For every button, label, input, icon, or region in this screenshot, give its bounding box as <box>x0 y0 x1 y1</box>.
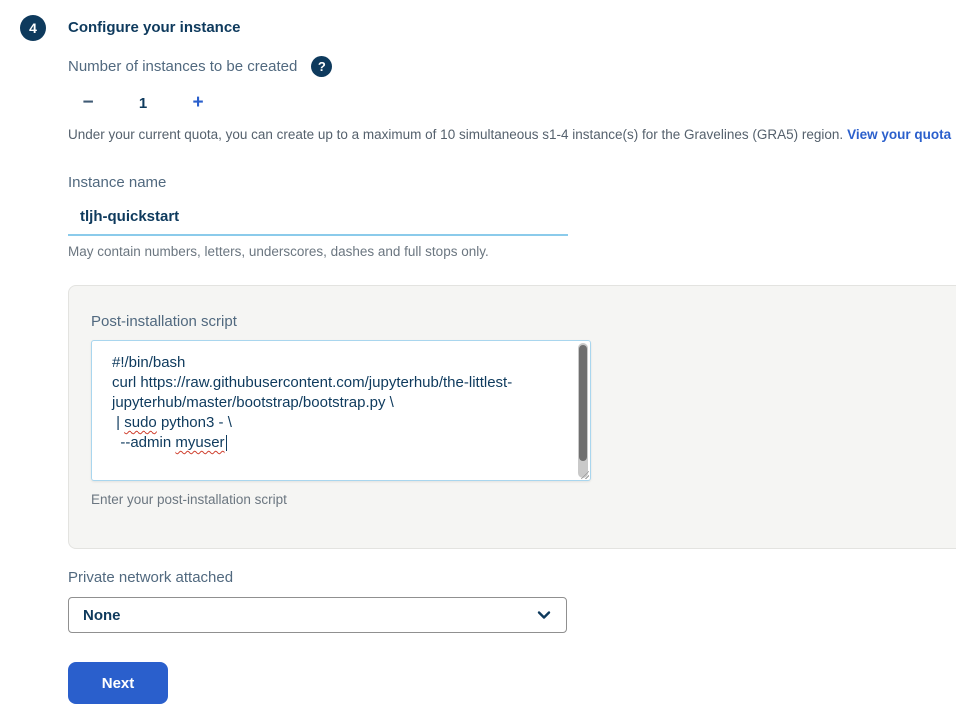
quota-text: Under your current quota, you can create up to a maximum of 10 simultaneous s1-4 instance(s) for the Gravelines (GRA5) region. <box>68 127 844 142</box>
private-network-select[interactable] <box>68 597 567 633</box>
step-number: 4 <box>29 20 37 36</box>
section-title: Configure your instance <box>68 19 241 36</box>
post-install-script-textarea[interactable] <box>91 340 591 481</box>
question-mark-icon[interactable]: ? <box>311 56 332 77</box>
scrollbar-thumb[interactable] <box>579 345 587 461</box>
next-button[interactable]: Next <box>68 662 168 704</box>
count-value: 1 <box>138 94 148 112</box>
instance-name-helper: May contain numbers, letters, underscores, dashes and full stops only. <box>68 244 489 259</box>
instances-count-label: Number of instances to be created <box>68 58 298 75</box>
script-text: #!/bin/bash curl https://raw.githubusercontent.com/jupyterhub/the-littlest-jupyterhub/master/bootstrap/bootstrap.py \ | sudo python3 - \ --admin myuser <box>112 354 513 451</box>
text-caret <box>226 435 228 451</box>
selected-option: None <box>83 606 121 624</box>
decrement-button[interactable]: − <box>74 92 102 114</box>
instance-name-input[interactable] <box>68 200 568 236</box>
script-helper: Enter your post-installation script <box>91 492 287 507</box>
view-quota-link[interactable]: View your quota <box>847 127 952 142</box>
quota-text-row <box>68 127 951 142</box>
chevron-down-icon <box>536 607 552 623</box>
script-label: Post-installation script <box>91 313 237 330</box>
increment-button[interactable]: + <box>184 92 212 114</box>
scrollbar[interactable] <box>578 343 588 478</box>
private-network-label: Private network attached <box>68 569 234 586</box>
instances-count-stepper <box>74 92 212 114</box>
script-panel <box>68 285 956 549</box>
instances-count-row <box>68 56 332 77</box>
instance-name-label: Instance name <box>68 174 167 191</box>
step-indicator <box>20 15 46 41</box>
